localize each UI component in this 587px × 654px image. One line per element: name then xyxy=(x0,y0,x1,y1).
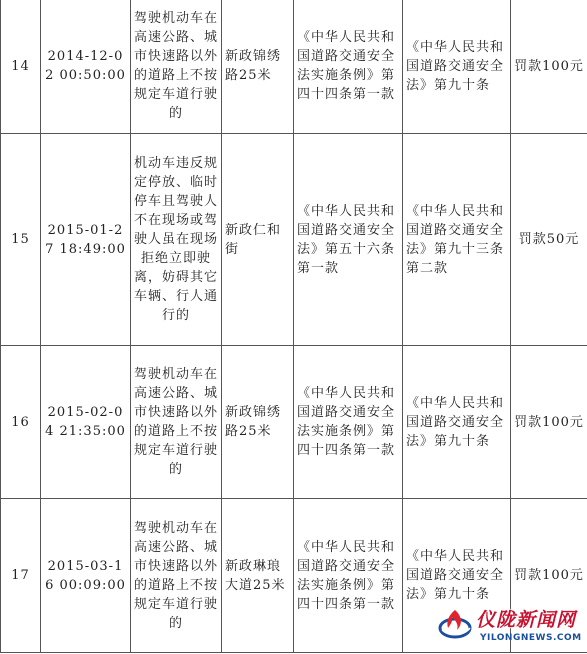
table-row xyxy=(1,346,587,499)
violation-location: 新政仁和街 xyxy=(222,134,294,346)
table-row xyxy=(1,0,587,134)
record-number: 14 xyxy=(1,0,41,134)
penalty-basis: 《中华人民共和国道路交通安全法》第九十三条第二款 xyxy=(403,134,511,346)
penalty-amount: 罚款100元 xyxy=(511,346,587,499)
table-body xyxy=(1,0,587,653)
violation-basis: 《中华人民共和国道路交通安全法实施条例》第四十四条第一款 xyxy=(294,346,403,499)
violation-basis: 《中华人民共和国道路交通安全法》第五十六条第一款 xyxy=(294,134,403,346)
table-row xyxy=(1,134,587,346)
violation-time: 2014-12-02 00:50:00 xyxy=(41,0,131,134)
site-watermark xyxy=(438,604,583,652)
record-number: 17 xyxy=(1,499,41,653)
penalty-amount: 罚款100元 xyxy=(511,499,587,653)
penalty-basis: 《中华人民共和国道路交通安全法》第九十条 xyxy=(403,499,511,653)
penalty-amount: 罚款100元 xyxy=(511,0,587,134)
yilong-news-logo-icon xyxy=(438,606,474,642)
record-number: 16 xyxy=(1,346,41,499)
violation-time: 2015-02-04 21:35:00 xyxy=(41,346,131,499)
violation-location: 新政锦绣路25米 xyxy=(222,0,294,134)
watermark-title: 仪陇新闻网 xyxy=(476,609,577,631)
violation-basis: 《中华人民共和国道路交通安全法实施条例》第四十四条第一款 xyxy=(294,0,403,134)
violation-behavior: 驾驶机动车在高速公路、城市快速路以外的道路上不按规定车道行驶的 xyxy=(131,346,222,499)
penalty-basis: 《中华人民共和国道路交通安全法》第九十条 xyxy=(403,0,511,134)
violation-time: 2015-03-16 00:09:00 xyxy=(41,499,131,653)
violation-behavior: 驾驶机动车在高速公路、城市快速路以外的道路上不按规定车道行驶的 xyxy=(131,0,222,134)
violation-location: 新政锦绣路25米 xyxy=(222,346,294,499)
violation-time: 2015-01-27 18:49:00 xyxy=(41,134,131,346)
penalty-amount: 罚款50元 xyxy=(511,134,587,346)
violation-behavior: 驾驶机动车在高速公路、城市快速路以外的道路上不按规定车道行驶的 xyxy=(131,499,222,653)
violation-behavior: 机动车违反规定停放、临时停车且驾驶人不在现场或驾驶人虽在现场拒绝立即驶离，妨碍其它车辆、行人通行的 xyxy=(131,134,222,346)
violation-basis: 《中华人民共和国道路交通安全法实施条例》第四十四条第一款 xyxy=(294,499,403,653)
violation-location: 新政琳琅大道25米 xyxy=(222,499,294,653)
watermark-url: YILONGNEWS.COM xyxy=(480,633,582,643)
record-number: 15 xyxy=(1,134,41,346)
penalty-basis: 《中华人民共和国道路交通安全法》第九十条 xyxy=(403,346,511,499)
